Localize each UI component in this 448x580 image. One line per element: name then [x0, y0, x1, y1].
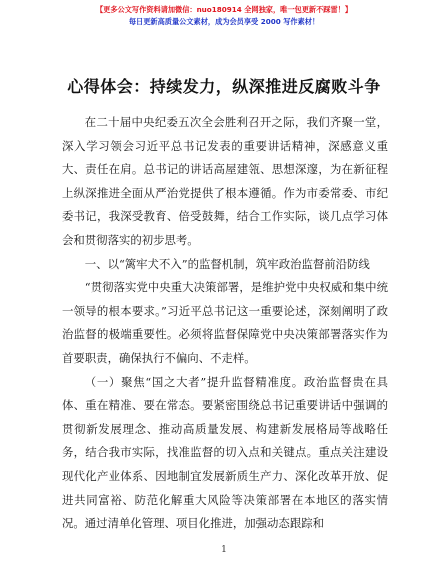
page-number: 1	[221, 545, 227, 555]
banner-line-1: 【更多公文写作资料请加微信：nuo180914 全网独家，唯一包更新不踩雷！】	[95, 5, 353, 14]
quote-paragraph: “贯彻落实党中央重大决策部署，是维护党中央权威和集中统一领导的根本要求。”习近平总书记这一重要论述，深刻阐明了政治监督的极端重要性。必须将监督保障党中央决策部署落实作为首要职责，确保执行不偏向、不走样。	[62, 280, 388, 365]
section-heading-1: 一、以“篱牢犬不入”的监督机制，筑牢政治监督前沿防线	[84, 256, 370, 271]
banner-line-2: 每日更新高质量公文素材，成为会员享受 2000 写作素材！	[128, 17, 320, 26]
document-body	[62, 111, 388, 536]
document-title: 心得体会：持续发力，纵深推进反腐败斗争	[67, 77, 381, 96]
subsection-paragraph-1: （一）聚焦“国之大者”提升监督精准度。政治监督贵在具体、重在精准、要在常态。要紧密围绕总书记重要讲话中强调的贯彻新发展理念、推动高质量发展、构建新发展格局等战略任务，结合我市实际，找准监督的切入点和关键点。重点关注建设现代化产业体系、因地制宜发展新质生产力、深化改革开放、促进共同富裕、防范化解重大风险等决策部署在本地区的落实情况。通过清单化管理、项目化推进，加强动态跟踪和	[62, 374, 388, 531]
header-banner	[0, 4, 448, 28]
intro-paragraph: 在二十届中央纪委五次全会胜利召开之际，我们齐聚一堂，深入学习领会习近平总书记发表的重要讲话精神，深感意义重大、责任在肩。总书记的讲话高屋建瓴、思想深邃，为在新征程上纵深推进全面从严治党提供了根本遵循。作为市委常委、市纪委书记，我深受教育、倍受鼓舞，结合工作实际，谈几点学习体会和贯彻落实的初步思考。	[62, 115, 388, 247]
